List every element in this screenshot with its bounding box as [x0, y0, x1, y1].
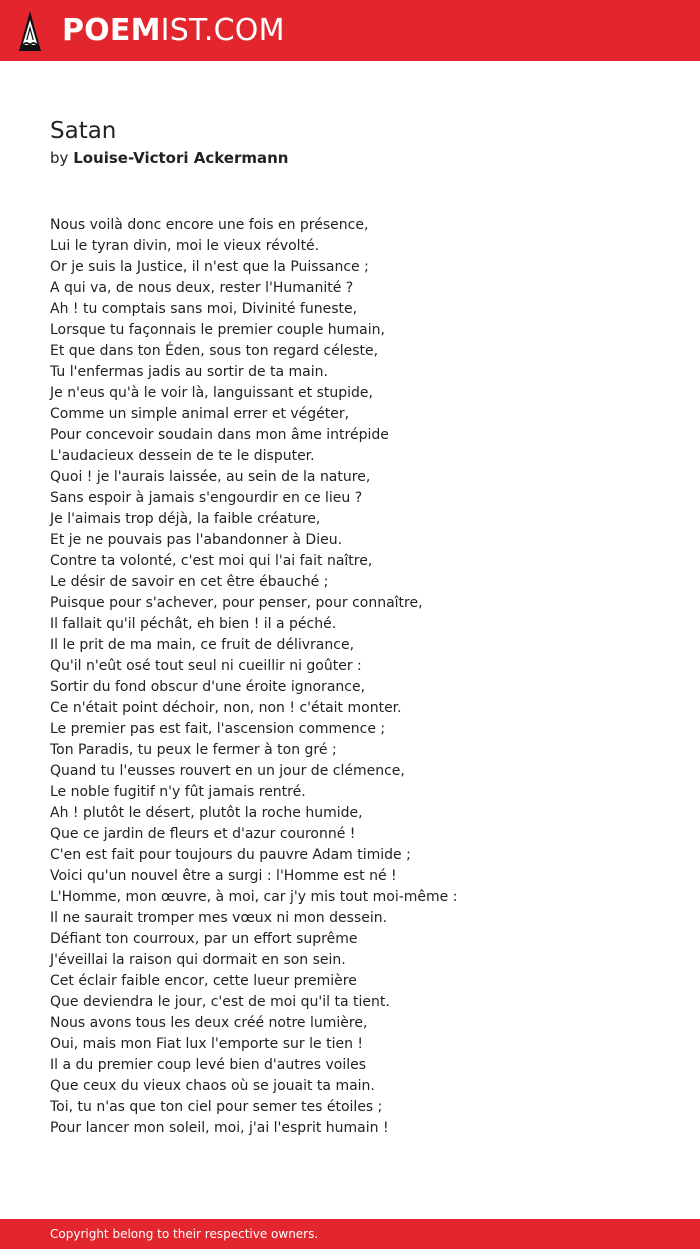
poem-line: A qui va, de nous deux, rester l'Humanité ? [50, 280, 354, 296]
site-header [0, 0, 700, 61]
poem-line: Comme un simple animal errer et végéter, [50, 406, 350, 422]
poem-line: Quoi ! je l'aurais laissée, au sein de la nature, [50, 469, 371, 485]
site-name [62, 12, 285, 48]
poem-line: Qu'il n'eût osé tout seul ni cueillir ni goûter : [50, 658, 362, 674]
poem-line: Il a du premier coup levé bien d'autres voiles [50, 1057, 367, 1073]
poem-line: Sans espoir à jamais s'engourdir en ce lieu ? [50, 490, 363, 506]
poem-line: Défiant ton courroux, par un effort suprême [50, 931, 358, 947]
poem-line: Je n'eus qu'à le voir là, languissant et stupide, [50, 385, 373, 401]
poem-line: Voici qu'un nouvel être a surgi : l'Homme est né ! [50, 868, 397, 884]
copyright-text: Copyright belong to their respective owners. [50, 1227, 319, 1241]
poem-line: Que deviendra le jour, c'est de moi qu'il ta tient. [50, 994, 390, 1010]
poem-title: Satan [50, 118, 117, 144]
poem-line: Le premier pas est fait, l'ascension commence ; [50, 721, 386, 737]
poem-line: Je l'aimais trop déjà, la faible créature, [50, 511, 321, 527]
poem-line: Quand tu l'eusses rouvert en un jour de clémence, [50, 763, 405, 779]
pencil-tip-icon [18, 10, 42, 52]
poem-line: L'Homme, mon œuvre, à moi, car j'y mis tout moi-même : [50, 889, 458, 905]
poem-line: Puisque pour s'achever, pour penser, pour connaître, [50, 595, 423, 611]
poem-line: Nous avons tous les deux créé notre lumière, [50, 1015, 368, 1031]
site-logo-link[interactable] [18, 10, 285, 52]
poem-line: Lorsque tu façonnais le premier couple humain, [50, 322, 385, 338]
poem-line: Ah ! tu comptais sans moi, Divinité funeste, [50, 301, 358, 317]
poem-line: Le noble fugitif n'y fût jamais rentré. [50, 784, 306, 800]
poem-line: Il ne saurait tromper mes vœux ni mon dessein. [50, 910, 388, 926]
by-label: by [50, 149, 69, 167]
poem-line: Il le prit de ma main, ce fruit de délivrance, [50, 637, 355, 653]
poem-content [50, 117, 660, 1139]
poem-line: Lui le tyran divin, moi le vieux révolté. [50, 238, 320, 254]
poem-line: Cet éclair faible encor, cette lueur première [50, 973, 357, 989]
poem-line: Ton Paradis, tu peux le fermer à ton gré ; [50, 742, 337, 758]
poem-line: Tu l'enfermas jadis au sortir de ta main. [50, 364, 328, 380]
poem-line: Pour concevoir soudain dans mon âme intrépide [50, 427, 389, 443]
poem-byline [50, 148, 660, 168]
poem-line: Et que dans ton Éden, sous ton regard céleste, [50, 343, 379, 359]
site-name-light: IST.COM [160, 12, 285, 48]
poem-line: Et je ne pouvais pas l'abandonner à Dieu. [50, 532, 343, 548]
site-name-strong: POEM [62, 12, 161, 48]
poem-line: Toi, tu n'as que ton ciel pour semer tes étoiles ; [50, 1099, 383, 1115]
poem-line: Il fallait qu'il péchât, eh bien ! il a péché. [50, 616, 337, 632]
poem-line: L'audacieux dessein de te le disputer. [50, 448, 315, 464]
poem-line: Pour lancer mon soleil, moi, j'ai l'esprit humain ! [50, 1120, 389, 1136]
poem-line: Nous voilà donc encore une fois en présence, [50, 217, 369, 233]
poem-line: Contre ta volonté, c'est moi qui l'ai fait naître, [50, 553, 373, 569]
poem-line: Ah ! plutôt le désert, plutôt la roche humide, [50, 805, 363, 821]
poem-line: J'éveillai la raison qui dormait en son sein. [50, 952, 346, 968]
author-name: Louise-Victori Ackermann [73, 149, 289, 167]
poem-line: Oui, mais mon Fiat lux l'emporte sur le tien ! [50, 1036, 364, 1052]
poem-line: Que ceux du vieux chaos où se jouait ta main. [50, 1078, 375, 1094]
poem-line: Que ce jardin de fleurs et d'azur couronné ! [50, 826, 356, 842]
poem-text [50, 215, 660, 1139]
poem-line: C'en est fait pour toujours du pauvre Adam timide ; [50, 847, 411, 863]
poem-line: Sortir du fond obscur d'une éroite ignorance, [50, 679, 366, 695]
poem-line: Ce n'était point déchoir, non, non ! c'était monter. [50, 700, 402, 716]
poem-line: Le désir de savoir en cet être ébauché ; [50, 574, 329, 590]
site-footer [0, 1219, 700, 1249]
poem-line: Or je suis la Justice, il n'est que la Puissance ; [50, 259, 369, 275]
